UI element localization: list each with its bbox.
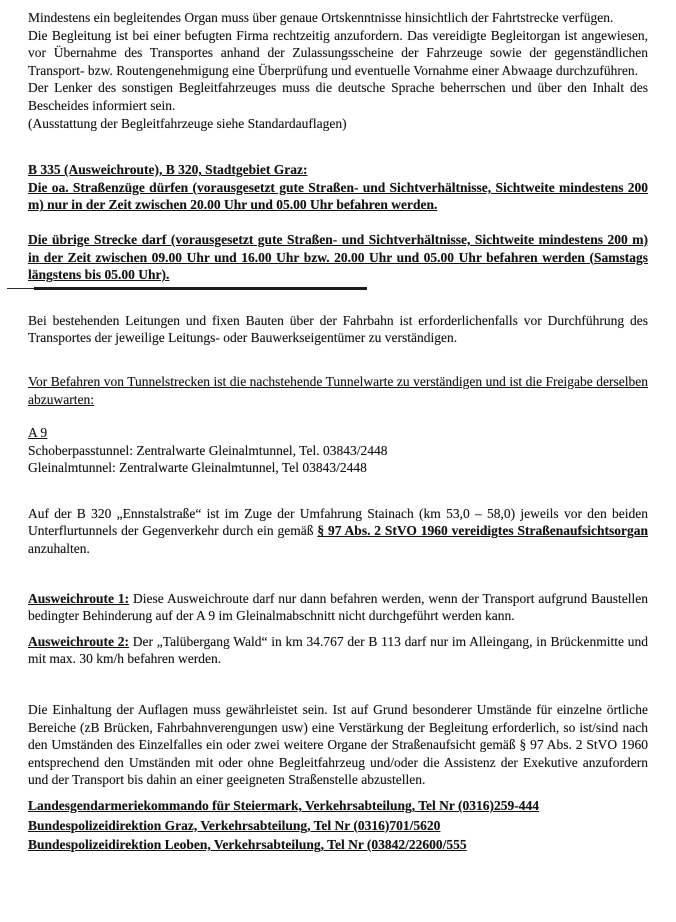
ausweichroute-1-text: Diese Ausweichroute darf nur dann befahren werden, wenn der Transport aufgrund Baustellen bedingter Behinderung auf der A 9 im Gleinalmabschnitt nicht durchgeführt werden kann. [28, 590, 648, 624]
tunnel-notice-text: Vor Befahren von Tunnelstrecken ist die nachstehende Tunnelwarte zu verständigen und ist die Freigabe derselben abzuwarten: [28, 373, 648, 407]
tunnel-contact-gleinalm: Gleinalmtunnel: Zentralwarte Gleinalmtunnel, Tel 03843/2448 [28, 460, 367, 476]
tunnel-notice-paragraph [28, 373, 648, 408]
intro-paragraph-4: (Ausstattung der Begleitfahrzeuge siehe Standardauflagen) [28, 115, 347, 131]
tunnel-contact-schoberpass: Schoberpasstunnel: Zentralwarte Gleinalmtunnel, Tel. 03843/2448 [28, 442, 388, 458]
contact-polizei-graz: Bundespolizeidirektion Graz, Verkehrsabteilung, Tel Nr (0316)701/5620 [28, 817, 441, 833]
ennstal-text-start: Auf der B 320 „Ennstalstraße“ ist im Zuge der Umfahrung Stainach (km 53,0 – 58,0) jeweils vor den beiden Unterflurtunnels der Gegenverkehr durch ein gemäß [28, 505, 648, 539]
leitungen-paragraph: Bei bestehenden Leitungen und fixen Bauten über der Fahrbahn ist erforderlichenfalls vor Durchführung des Transportes der jeweilige Leitungs- oder Bauwerkseigentümer zu verständigen. [28, 312, 648, 346]
contact-polizei-leoben: Bundespolizeidirektion Leoben, Verkehrsabteilung, Tel Nr (03842/22600/555 [28, 837, 467, 852]
tunnel-route-label [28, 424, 648, 442]
b335-rule-night-only [28, 179, 648, 214]
ennstal-stvo-reference: § 97 Abs. 2 StVO 1960 vereidigtes Straßenaufsichtsorgan [317, 523, 648, 539]
ennstal-text-end: anzuhalten. [28, 541, 90, 557]
ausweichroute-2-label: Ausweichroute 2: [28, 633, 130, 649]
tunnel-route-label-text: A 9 [28, 425, 48, 441]
section-heading-b335 [28, 161, 648, 179]
ausweichroute-1-paragraph [28, 590, 648, 625]
intro-paragraph-1: Mindestens ein begleitendes Organ muss über genaue Ortskenntnisse hinsichtlich der Fahrtstrecke verfügen. [28, 10, 614, 25]
ausweichroute-2-text: Der „Talübergang Wald“ in km 34.767 der B 113 darf nur im Alleingang, in Brückenmitte und mit max. 30 km/h befahren werden. [28, 633, 649, 667]
einhaltung-paragraph: Die Einhaltung der Auflagen muss gewährleistet sein. Ist auf Grund besonderer Umstände für einzelne örtliche Bereiche (zB Brücken, Fahrbahnverengungen usw) eine Verstärkung der Begleitung erforderlich, so ist/sind nach den Umständen des Einzelfalles ein oder zwei weitere Organe der Straßenaufsicht gemäß § 97 Abs. 2 StVO 1960 entsprechend den Umständen mit oder ohne Begleitfahrzeug und/oder die Assistenz der Exekutive anzufordern und der Transport bis dahin an einer geeigneten Straßenstelle abzustellen. [28, 702, 648, 788]
contact-landesgendarmerie: Landesgendarmeriekommando für Steiermark, Verkehrsabteilung, Tel Nr (0316)259-444 [28, 798, 539, 813]
b335-rule-remaining-route-text: Die übrige Strecke darf (vorausgesetzt gute Straßen- und Sichtverhältnisse, Sichtweite mindestens 200 m) in der Zeit zwischen 09.00 Uhr und 16.00 Uhr bzw. 20.00 Uhr und 05.00 Uhr befahren werden (Samstags längstens bis 05.00 Uhr). [28, 231, 648, 283]
scan-artifact-line [34, 287, 367, 290]
b335-rule-remaining-route [28, 231, 648, 284]
authority-contacts [28, 796, 648, 855]
ausweichroute-2-paragraph [28, 633, 648, 668]
intro-paragraph-3: Der Lenker des sonstigen Begleitfahrzeuges muss die deutsche Sprache beherrschen und über den Inhalt des Bescheides informiert sein. [28, 80, 648, 113]
intro-paragraph-2: Die Begleitung ist bei einer befugten Firma rechtzeitig anzufordern. Das vereidigte Begleitorgan ist angewiesen, vor Übernahme des Transportes anhand der Zulassungsscheine der Fahrzeuge sowie der gegenständlichen Transport- bzw. Routengenehmigung eine Überprüfung und eventuelle Vornahme einer Abwaage durchzuführen. [28, 27, 648, 78]
ausweichroute-1-label: Ausweichroute 1: [28, 590, 130, 606]
section-heading-b335-text: B 335 (Ausweichroute), B 320, Stadtgebiet Graz: [28, 162, 308, 178]
b335-rule-night-only-text: Die oa. Straßenzüge dürfen (vorausgesetzt gute Straßen- und Sichtverhältnisse, Sichtweite mindestens 200 m) nur in der Zeit zwischen 20.00 Uhr und 05.00 Uhr befahren werden. [28, 179, 648, 213]
ennstal-paragraph [28, 505, 648, 558]
